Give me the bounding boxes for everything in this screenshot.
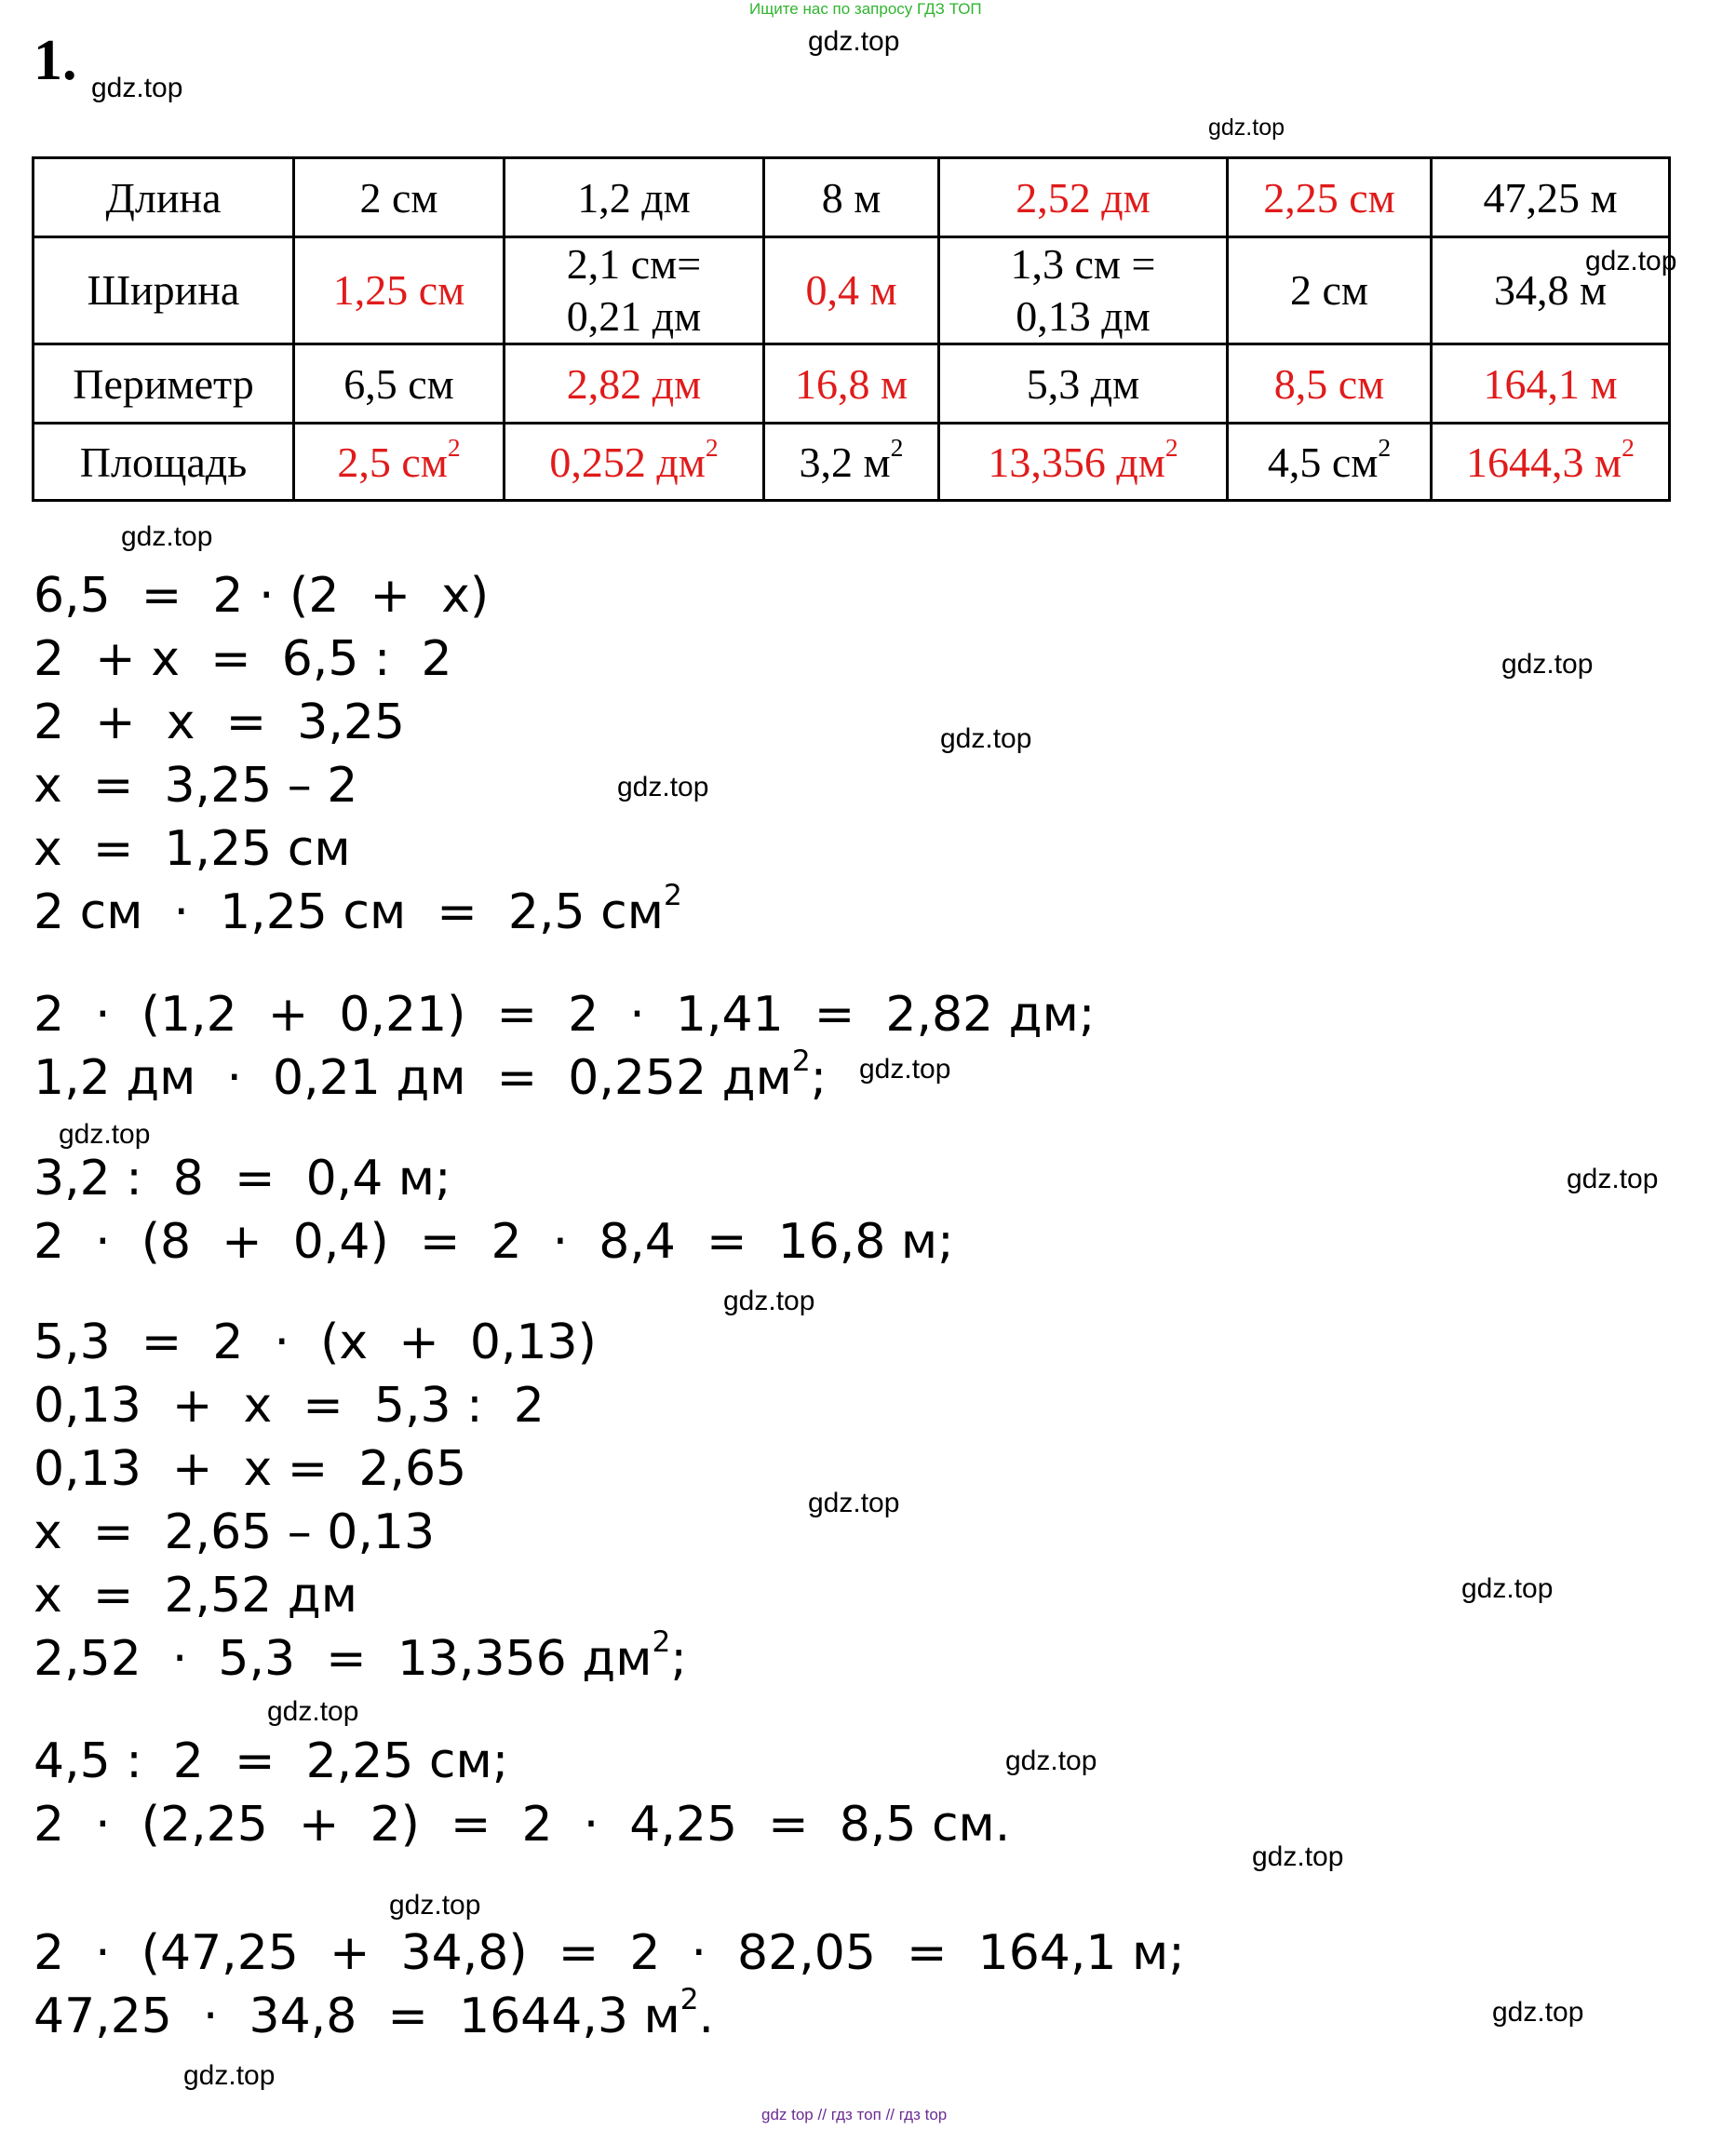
table-cell	[505, 237, 764, 344]
watermark: gdz.top	[723, 1286, 815, 1316]
exponent: 2	[652, 1625, 671, 1660]
table-cell	[939, 424, 1228, 501]
cell-value: 2,5 см	[337, 438, 448, 486]
problem-number: 1.	[34, 29, 77, 92]
table-row	[34, 344, 1670, 424]
watermark: gdz.top	[1585, 246, 1677, 276]
cell-line: 2,1 см=	[566, 240, 702, 288]
bottom-link[interactable]: gdz top	[761, 2106, 814, 2123]
exponent: 2	[447, 432, 461, 462]
equation-text: 1,2 дм · 0,21 дм = 0,252 дм	[34, 1050, 792, 1106]
watermark: gdz.top	[389, 1890, 481, 1921]
watermark: gdz.top	[1492, 1997, 1584, 2028]
equation-line: x = 3,25 – 2	[34, 758, 358, 814]
cell-line: 1,3 см =	[1010, 240, 1156, 288]
watermark: gdz.top	[59, 1119, 151, 1150]
equation-text: 2,52 · 5,3 = 13,356 дм	[34, 1631, 653, 1687]
watermark: gdz.top	[1252, 1841, 1344, 1872]
bottom-link[interactable]: гдз топ	[830, 2106, 881, 2123]
equation-line: 5,3 = 2 · (x + 0,13)	[34, 1314, 597, 1370]
table-cell: 0,4 м	[764, 237, 939, 344]
table-cell	[1228, 424, 1432, 501]
cell-line: 0,13 дм	[1016, 292, 1151, 340]
table-cell: 6,5 см	[294, 344, 505, 424]
table-cell: 47,25 м	[1432, 158, 1670, 237]
equation-line: 6,5 = 2 · (2 + x)	[34, 568, 490, 624]
equation-punct: ;	[670, 1631, 687, 1687]
equation-text: 2 см · 1,25 см = 2,5 см	[34, 884, 664, 940]
equation-line: 2 + x = 3,25	[34, 694, 406, 750]
equation-line: x = 1,25 см	[34, 821, 351, 877]
table-row	[34, 424, 1670, 501]
exponent: 2	[890, 432, 904, 462]
row-label: Периметр	[34, 344, 294, 424]
top-banner[interactable]: Ищите нас по запросу ГДЗ ТОП	[749, 0, 982, 18]
equation-line: 0,13 + x = 5,3 : 2	[34, 1378, 545, 1434]
equation-line	[34, 879, 682, 940]
table-row	[34, 237, 1670, 344]
equation-line: 2 + x = 6,5 : 2	[34, 631, 452, 687]
cell-value: 0,252 дм	[549, 438, 706, 486]
equation-punct: .	[698, 1988, 715, 2044]
exponent: 2	[1378, 432, 1392, 462]
row-label: Длина	[34, 158, 294, 237]
link-separator: //	[817, 2106, 827, 2123]
watermark: gdz.top	[1461, 1573, 1554, 1604]
table-cell	[764, 424, 939, 501]
table-cell	[505, 424, 764, 501]
equation-line: 2 · (1,2 + 0,21) = 2 · 1,41 = 2,82 дм;	[34, 987, 1096, 1043]
equation-line	[34, 1625, 687, 1687]
exponent: 2	[791, 1045, 811, 1079]
watermark: gdz.top	[617, 772, 709, 802]
table-row	[34, 158, 1670, 237]
equation-line: 2 · (2,25 + 2) = 2 · 4,25 = 8,5 см.	[34, 1797, 1011, 1853]
cell-value: 3,2 м	[799, 438, 891, 486]
table-cell: 2,52 дм	[939, 158, 1228, 237]
equation-line: 0,13 + x = 2,65	[34, 1441, 467, 1497]
equation-line: 4,5 : 2 = 2,25 см;	[34, 1733, 509, 1789]
table-cell	[1432, 424, 1670, 501]
exponent: 2	[680, 1983, 699, 2017]
exponent: 2	[663, 879, 682, 913]
equation-line: x = 2,52 дм	[34, 1568, 357, 1624]
equation-text: 47,25 · 34,8 = 1644,3 м	[34, 1988, 680, 2044]
exponent: 2	[1622, 432, 1635, 462]
table-cell: 1,2 дм	[505, 158, 764, 237]
cell-line: 0,21 дм	[566, 292, 702, 340]
equation-line	[34, 1045, 828, 1106]
table-cell: 5,3 дм	[939, 344, 1228, 424]
watermark: gdz.top	[940, 723, 1032, 754]
table-cell: 164,1 м	[1432, 344, 1670, 424]
watermark: gdz.top	[1567, 1164, 1659, 1194]
row-label: Площадь	[34, 424, 294, 501]
table-cell: 2,82 дм	[505, 344, 764, 424]
link-separator: //	[885, 2106, 895, 2123]
row-label: Ширина	[34, 237, 294, 344]
watermark: gdz.top	[267, 1696, 359, 1727]
watermark: gdz.top	[1005, 1746, 1097, 1776]
equation-line: 3,2 : 8 = 0,4 м;	[34, 1151, 451, 1207]
table-cell: 1,25 см	[294, 237, 505, 344]
table-cell: 16,8 м	[764, 344, 939, 424]
table-cell	[294, 424, 505, 501]
table-cell: 2,25 см	[1228, 158, 1432, 237]
cell-value: 4,5 см	[1267, 438, 1379, 486]
equation-line: x = 2,65 – 0,13	[34, 1504, 436, 1560]
watermark: gdz.top	[859, 1054, 951, 1085]
watermark: gdz.top	[1501, 649, 1594, 680]
bottom-link[interactable]: гдз top	[898, 2106, 948, 2123]
equation-line	[34, 1983, 715, 2044]
table-cell: 34,8 м	[1432, 237, 1670, 344]
cell-value: 1644,3 м	[1466, 438, 1622, 486]
table-cell	[939, 237, 1228, 344]
table-cell: 2 см	[1228, 237, 1432, 344]
equation-punct: ;	[810, 1050, 828, 1106]
watermark: gdz.top	[808, 1488, 900, 1518]
watermark: gdz.top	[121, 521, 213, 552]
watermark: gdz.top	[1208, 115, 1285, 141]
table-cell: 8 м	[764, 158, 939, 237]
watermark: gdz.top	[183, 2060, 276, 2091]
exponent: 2	[705, 432, 719, 462]
table-cell: 8,5 см	[1228, 344, 1432, 424]
cell-value: 13,356 дм	[988, 438, 1165, 486]
equation-line: 2 · (8 + 0,4) = 2 · 8,4 = 16,8 м;	[34, 1214, 954, 1270]
bottom-links	[761, 2106, 947, 2124]
equation-line: 2 · (47,25 + 34,8) = 2 · 82,05 = 164,1 м;	[34, 1925, 1185, 1981]
watermark: gdz.top	[91, 73, 183, 103]
watermark: gdz.top	[808, 26, 900, 57]
table-cell: 2 см	[294, 158, 505, 237]
measurements-table	[32, 156, 1671, 502]
exponent: 2	[1164, 432, 1178, 462]
